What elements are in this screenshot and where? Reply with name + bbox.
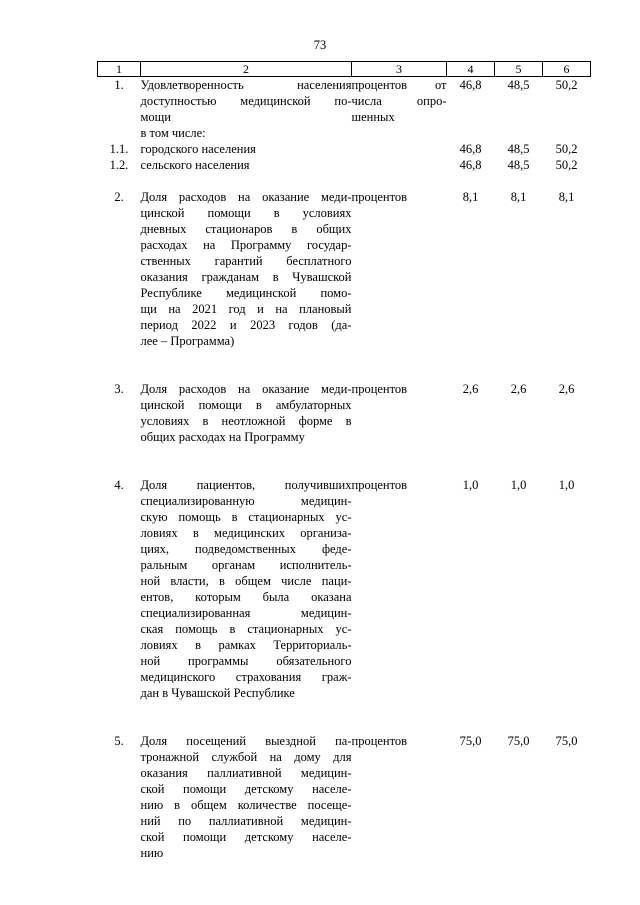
value-v6: 75,0 [555,734,578,748]
value-v6: 50,2 [555,158,578,172]
indicator-name-line: Доля посещений выездной па- [140,734,352,748]
indicator-name-line: оказания гражданам в Чувашской [140,270,352,284]
table-row [98,157,591,173]
row-spacer [98,349,591,365]
value-v5: 2,6 [510,382,527,396]
indicator-name-line: Удовлетворенность населения [140,78,352,92]
value-v4: 46,8 [459,142,482,156]
row-spacer [98,173,591,189]
unit-line: шенных [351,110,395,124]
indicator-name-line: нию в общем количестве посеще- [140,798,352,812]
value-v6: 2,6 [558,382,575,396]
table-row [98,189,591,349]
row-spacer [98,461,591,477]
unit-line: процентов [351,478,408,492]
indicator-name-line: Доля расходов на оказание меди- [140,382,352,396]
indicator-name-line: ной программы обязательного [140,654,352,668]
indicator-name-line: оказания паллиативной медицин- [140,766,352,780]
unit-of-measure [352,141,447,157]
table-row [98,77,591,126]
indicator-name-line: ская помощь в стационарных ус- [140,622,352,636]
indicators-table [97,61,591,861]
value-v4: 46,8 [459,158,482,172]
indicator-name-line: общих расходах на Программу [140,430,305,444]
value-v5: 48,5 [507,158,530,172]
unit-line: процентов от [351,78,447,92]
unit-of-measure [352,381,447,445]
value-v5: 1,0 [510,478,527,492]
indicator-name-line: мощи [140,110,171,124]
indicator-name-line: ний по паллиативной медицин- [140,814,352,828]
column-header: 2 [141,62,352,77]
table-row [98,381,591,445]
indicator-name-line: специализированную медицин- [140,494,352,508]
indicator-name [141,477,352,701]
table-body [98,77,591,862]
value-v5: 8,1 [510,190,527,204]
page-number: 73 [313,38,327,52]
indicator-name-line: Доля пациентов, получивших [140,478,352,492]
empty-cell [447,125,495,141]
row-number: 2. [114,190,124,204]
value-v6: 50,2 [555,142,578,156]
indicator-name-line: скую помощь в стационарных ус- [140,510,352,524]
indicator-name-line: Республике медицинской помо- [140,286,352,300]
indicator-name-line: городского населения [140,142,256,156]
unit-line: числа опро- [351,94,447,108]
indicator-name-line: ловиях в рамках Территориаль- [140,638,352,652]
indicator-name [141,381,352,445]
indicator-name-line: расходах на Программу государ- [140,238,352,252]
column-header: 6 [543,62,591,77]
indicator-name-line: нию [140,846,164,860]
indicator-name-line: Доля расходов на оказание меди- [140,190,352,204]
indicator-name-line: условиях в неотложной форме в [140,414,352,428]
indicator-name [141,733,352,861]
indicator-name-line: тронажной службой на дому для [140,750,352,764]
value-v4: 8,1 [462,190,479,204]
row-number-cell [98,125,141,141]
indicator-name-line: ской помощи детскому населе- [140,782,352,796]
value-v4: 2,6 [462,382,479,396]
value-v5: 48,5 [507,142,530,156]
unit-line: процентов [351,382,408,396]
indicator-name [141,189,352,349]
row-spacer [98,717,591,733]
table-row [98,477,591,701]
table-row [98,733,591,861]
value-v5: 75,0 [507,734,530,748]
indicator-name [141,77,352,126]
table-header-row [98,62,591,77]
indicator-name-line: ской помощи детскому населе- [140,830,352,844]
row-number: 1.2. [109,158,129,172]
unit-of-measure [352,77,447,126]
indicator-name-line: циях, подведомственных феде- [140,542,352,556]
value-v4: 1,0 [462,478,479,492]
indicator-name-line: ральным органам исполнитель- [140,558,352,572]
row-spacer [98,365,591,381]
indicator-name-line: дан в Чувашской Республике [140,686,295,700]
column-header: 3 [352,62,447,77]
unit-of-measure [352,157,447,173]
column-header: 5 [495,62,543,77]
column-header: 1 [98,62,141,77]
value-v4: 46,8 [459,78,482,92]
unit-of-measure [352,189,447,349]
indicator-name-line: медицинского страхования граж- [140,670,352,684]
indicator-name-line: лее – Программа) [140,334,235,348]
row-spacer [98,701,591,717]
indicator-name-line: цинской помощи в условиях [140,206,352,220]
unit-of-measure [352,477,447,701]
unit-line: процентов [351,190,408,204]
indicator-name-line: ственных гарантий бесплатного [140,254,352,268]
indicator-name-line: период 2022 и 2023 годов (да- [140,318,352,332]
value-v6: 8,1 [558,190,575,204]
row-number: 3. [114,382,124,396]
indicator-name-line: сельского населения [140,158,250,172]
indicator-name-line: ной власти, в общем числе паци- [140,574,352,588]
indicator-name-line: ловиях в медицинских организа- [140,526,352,540]
value-v4: 75,0 [459,734,482,748]
indicator-name [141,141,352,157]
empty-cell [543,125,591,141]
indicator-name-line: специализированная медицин- [140,606,352,620]
value-v6: 50,2 [555,78,578,92]
row-number: 4. [114,478,124,492]
table-row [98,125,591,141]
row-spacer [98,445,591,461]
subgroup-label: в том числе: [140,126,206,140]
column-header: 4 [447,62,495,77]
value-v6: 1,0 [558,478,575,492]
row-number: 1.1. [109,142,129,156]
indicator-name-line: дневных стационаров в общих [140,222,352,236]
empty-cell [495,125,543,141]
table-row [98,141,591,157]
indicator-name-line: щи на 2021 год и на плановый [140,302,352,316]
row-number: 5. [114,734,124,748]
unit-of-measure [352,733,447,861]
row-number: 1. [114,78,124,92]
indicator-name [141,157,352,173]
value-v5: 48,5 [507,78,530,92]
unit-line: процентов [351,734,408,748]
empty-cell [352,125,447,141]
indicator-name-line: цинской помощи в амбулаторных [140,398,352,412]
indicator-name-line: ентов, которым была оказана [140,590,352,604]
indicator-name-line: доступностью медицинской по- [140,94,352,108]
